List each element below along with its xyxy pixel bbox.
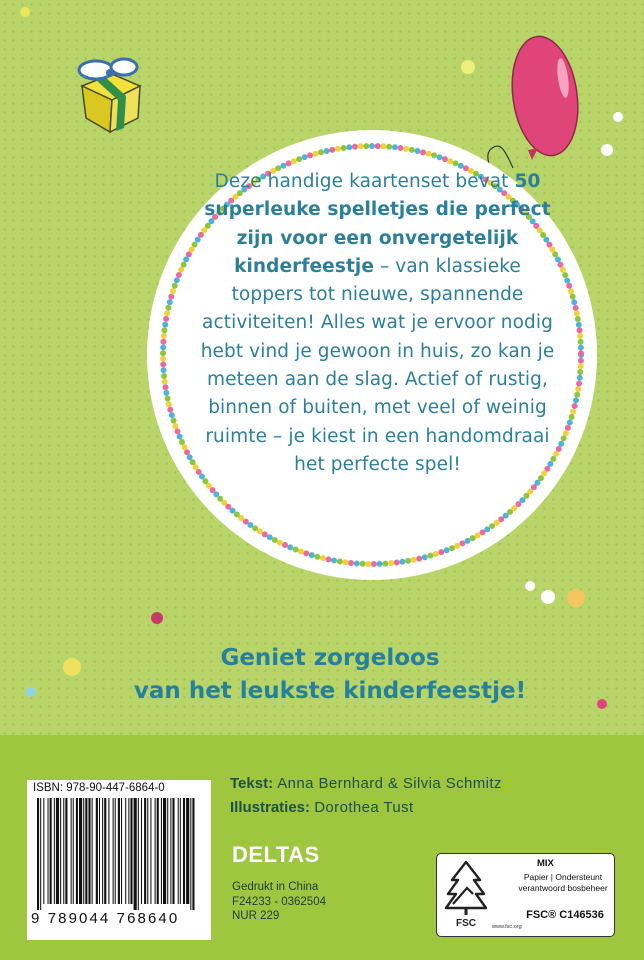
- fsc-label: [436, 853, 615, 937]
- barcode-bar: [121, 798, 122, 904]
- barcode-bar: [167, 798, 168, 904]
- barcode-bar: [134, 798, 137, 910]
- credit-illus-value: Dorothea Tust: [314, 799, 414, 816]
- barcode-bar: [65, 798, 67, 904]
- credits: [230, 772, 502, 820]
- tagline-line-1: Geniet zorgeloos: [220, 645, 440, 671]
- publisher-logo: DELTAS: [232, 842, 320, 867]
- print-info: [232, 880, 326, 924]
- barcode-bar: [79, 798, 82, 904]
- tagline-line-2: van het leukste kinderfeestje!: [133, 678, 527, 704]
- fsc-line-2: verantwoord bosbeheer: [518, 882, 608, 893]
- product-code: F24233 - 0362504: [232, 895, 326, 908]
- barcode-bar: [73, 798, 74, 904]
- barcode-bar: [40, 798, 41, 910]
- tagline: [120, 642, 540, 708]
- barcode-bar: [183, 798, 185, 904]
- barcode-bar: [125, 798, 126, 904]
- barcode-bar: [37, 798, 39, 910]
- credit-illustrations: [230, 796, 502, 820]
- blurb-text: [200, 168, 555, 479]
- fsc-mix: MIX: [537, 858, 554, 869]
- barcode-bar: [102, 798, 103, 904]
- nur-code: NUR 229: [232, 910, 280, 922]
- barcode-bar: [56, 798, 59, 904]
- barcode-digits: 9 789044 768640: [31, 910, 180, 927]
- barcode-bar: [115, 798, 116, 904]
- barcode-bar: [130, 798, 132, 904]
- barcode-bar: [50, 798, 52, 904]
- barcode-bar: [88, 798, 90, 904]
- blurb-highlight: 50 superleuke spelletjes die perfect zijn voor een onvergetelijk kinderfeestje: [204, 171, 551, 277]
- fsc-website: www.fsc.org: [492, 924, 522, 930]
- credit-text: [230, 772, 502, 796]
- barcode-bar: [48, 798, 49, 904]
- barcode-bar: [157, 798, 159, 904]
- barcode-bar: [155, 798, 156, 904]
- barcode-bar: [113, 798, 114, 904]
- printed-in: Gedrukt in China: [232, 881, 319, 893]
- barcode-bar: [118, 798, 120, 904]
- fsc-logo-text: FSC: [456, 918, 476, 928]
- barcode-bar: [99, 798, 100, 904]
- barcode-bar: [60, 798, 61, 904]
- barcode-bar: [147, 798, 148, 904]
- credit-text-value: Anna Bernhard & Silvia Schmitz: [277, 775, 502, 792]
- barcode-bar: [85, 798, 87, 904]
- barcode-bar: [190, 798, 191, 910]
- fsc-code: FSC® C146536: [526, 909, 604, 921]
- barcode-bar: [178, 798, 179, 904]
- barcode-bar: [141, 798, 142, 904]
- barcode-bar: [180, 798, 181, 904]
- barcode-bar: [63, 798, 64, 904]
- credit-illus-label: Illustraties:: [230, 799, 311, 816]
- fsc-tree-icon: [443, 858, 489, 928]
- barcode-bar: [71, 798, 72, 904]
- barcode-bar: [186, 798, 189, 904]
- barcode-bar: [170, 798, 171, 904]
- barcode-bar: [163, 798, 166, 904]
- fsc-line-1: Papier | Ondersteunt: [523, 872, 603, 882]
- blurb-intro: Deze handige kaartenset bevat: [214, 171, 515, 192]
- barcode-bar: [161, 798, 162, 904]
- barcode-bar: [96, 798, 98, 904]
- barcode-bar: [43, 798, 44, 904]
- barcode-bar: [172, 798, 174, 904]
- blurb-rest: – van klassieke toppers tot nieuwe, spannende activiteiten! Alles wat je ervoor nodig hebt vind je gewoon in huis, zo kan je meteen aan de slag. Actief of rustig, binnen of buiten, met veel of weinig ruimte – je kiest in een handomdraai het perfecte spel!: [200, 255, 555, 475]
- barcode: [27, 780, 211, 940]
- barcode-bar: [104, 798, 106, 904]
- credit-text-label: Tekst:: [230, 775, 274, 792]
- barcode-bars: [31, 798, 207, 910]
- barcode-bar: [83, 798, 84, 904]
- barcode-bar: [192, 798, 194, 910]
- barcode-bar: [108, 798, 109, 904]
- barcode-bar: [76, 798, 78, 904]
- fsc-description: [513, 872, 613, 893]
- barcode-bar: [92, 798, 93, 904]
- barcode-bar: [144, 798, 146, 904]
- barcode-bar: [138, 798, 139, 910]
- barcode-bar: [150, 798, 151, 904]
- gift-icon: [79, 59, 140, 132]
- isbn-label: ISBN: 978-90-447-6864-0: [33, 782, 165, 794]
- barcode-bar: [128, 798, 129, 904]
- barcode-bar: [54, 798, 55, 904]
